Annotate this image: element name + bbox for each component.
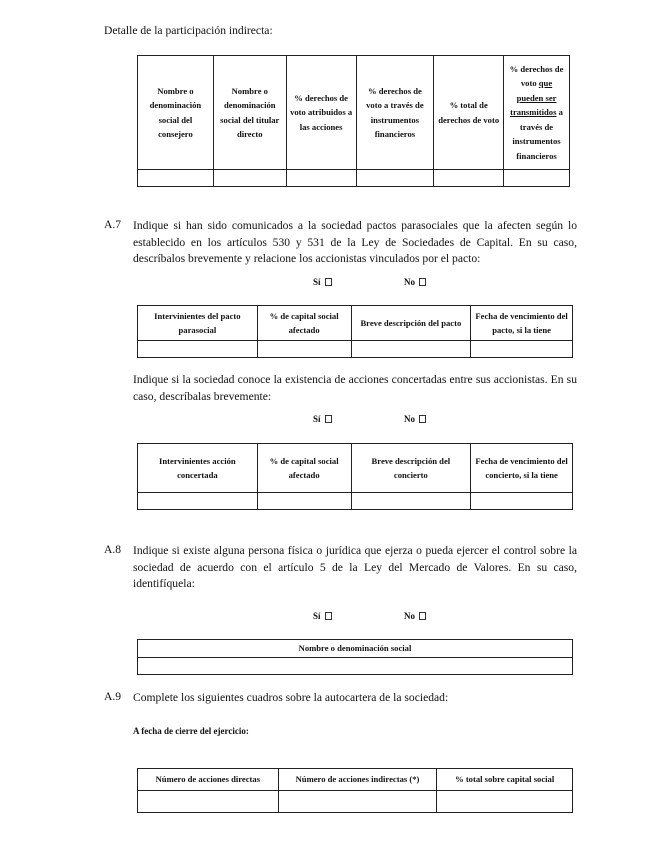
checkbox-icon[interactable]	[419, 278, 426, 286]
checkbox-icon[interactable]	[325, 415, 332, 423]
section-number: A.8	[104, 543, 122, 556]
indirect-participation-table	[137, 55, 570, 187]
no-option[interactable]	[404, 611, 426, 621]
table-header: Nombre o denominación social del consejero	[138, 56, 214, 170]
section-number: A.7	[104, 218, 122, 231]
concerted-actions-table	[137, 443, 573, 510]
yes-option[interactable]	[313, 611, 332, 621]
treasury-stock-table	[137, 768, 573, 813]
section-number: A.9	[104, 690, 122, 703]
table-header-transferable-rights	[504, 56, 570, 170]
table-header: % de capital social afectado	[257, 306, 351, 341]
table-header: % total de derechos de voto	[434, 56, 504, 170]
header-text: a través de instrumentos financieros	[512, 107, 563, 161]
table-row	[138, 657, 573, 674]
table-header: Breve descripción del pacto	[351, 306, 471, 341]
yes-label: Sí	[313, 414, 321, 424]
table-row	[138, 791, 573, 813]
checkbox-icon[interactable]	[325, 612, 332, 620]
section-text: Indique si existe alguna persona física o jurídica que ejerza o pueda ejercer el control sobre la sociedad de acuerdo con el artículo 5 de la Ley del Mercado de Valores. En su caso, identifíquela:	[133, 544, 577, 590]
table-header: Breve descripción del concierto	[351, 444, 471, 493]
table-header: Fecha de vencimiento del pacto, si la tiene	[471, 306, 573, 341]
section-text: Indique si han sido comunicados a la sociedad pactos parasociales que la afecten según lo establecido en los artículos 530 y 531 de la Ley de Sociedades de Capital. En su caso, descríbalos brevemente y relacione los accionistas vinculados por el pacto:	[133, 219, 577, 265]
checkbox-icon[interactable]	[419, 612, 426, 620]
yes-label: Sí	[313, 277, 321, 287]
yes-option[interactable]	[313, 277, 332, 287]
table-header: Nombre o denominación social del titular directo	[213, 56, 286, 170]
no-option[interactable]	[404, 277, 426, 287]
table-row	[138, 341, 573, 358]
indirect-participation-heading: Detalle de la participación indirecta:	[104, 24, 273, 37]
checkbox-icon[interactable]	[325, 278, 332, 286]
table-row	[138, 493, 573, 510]
table-header: % total sobre capital social	[437, 769, 573, 791]
no-option[interactable]	[404, 414, 426, 424]
header-text: % derechos de voto	[509, 63, 564, 89]
header-text-underlined: que pueden ser transmitidos	[510, 78, 557, 118]
table-header: Número de acciones indirectas (*)	[278, 769, 437, 791]
table-header: Nombre o denominación social	[138, 640, 573, 658]
table-header: Intervinientes del pacto parasocial	[138, 306, 258, 341]
table-row	[138, 170, 570, 187]
table-header: % derechos de voto a través de instrumentos financieros	[356, 56, 434, 170]
section-text: Complete los siguientes cuadros sobre la autocartera de la sociedad:	[133, 691, 449, 704]
table-header: Fecha de vencimiento del concierto, si la tiene	[471, 444, 573, 493]
control-person-table	[137, 639, 573, 675]
yes-label: Sí	[313, 611, 321, 621]
checkbox-icon[interactable]	[419, 415, 426, 423]
no-label: No	[404, 414, 415, 424]
table-header: % derechos de voto atribuidos a las acciones	[286, 56, 356, 170]
subheading: A fecha de cierre del ejercicio:	[133, 726, 249, 736]
shareholder-agreements-table	[137, 305, 573, 358]
no-label: No	[404, 611, 415, 621]
yes-option[interactable]	[313, 414, 332, 424]
no-label: No	[404, 277, 415, 287]
table-header: Intervinientes acción concertada	[138, 444, 258, 493]
table-header: Número de acciones directas	[138, 769, 279, 791]
table-header: % de capital social afectado	[257, 444, 351, 493]
section-text: Indique si la sociedad conoce la existencia de acciones concertadas entre sus accionistas. En su caso, descríbalas brevemente:	[133, 373, 577, 403]
